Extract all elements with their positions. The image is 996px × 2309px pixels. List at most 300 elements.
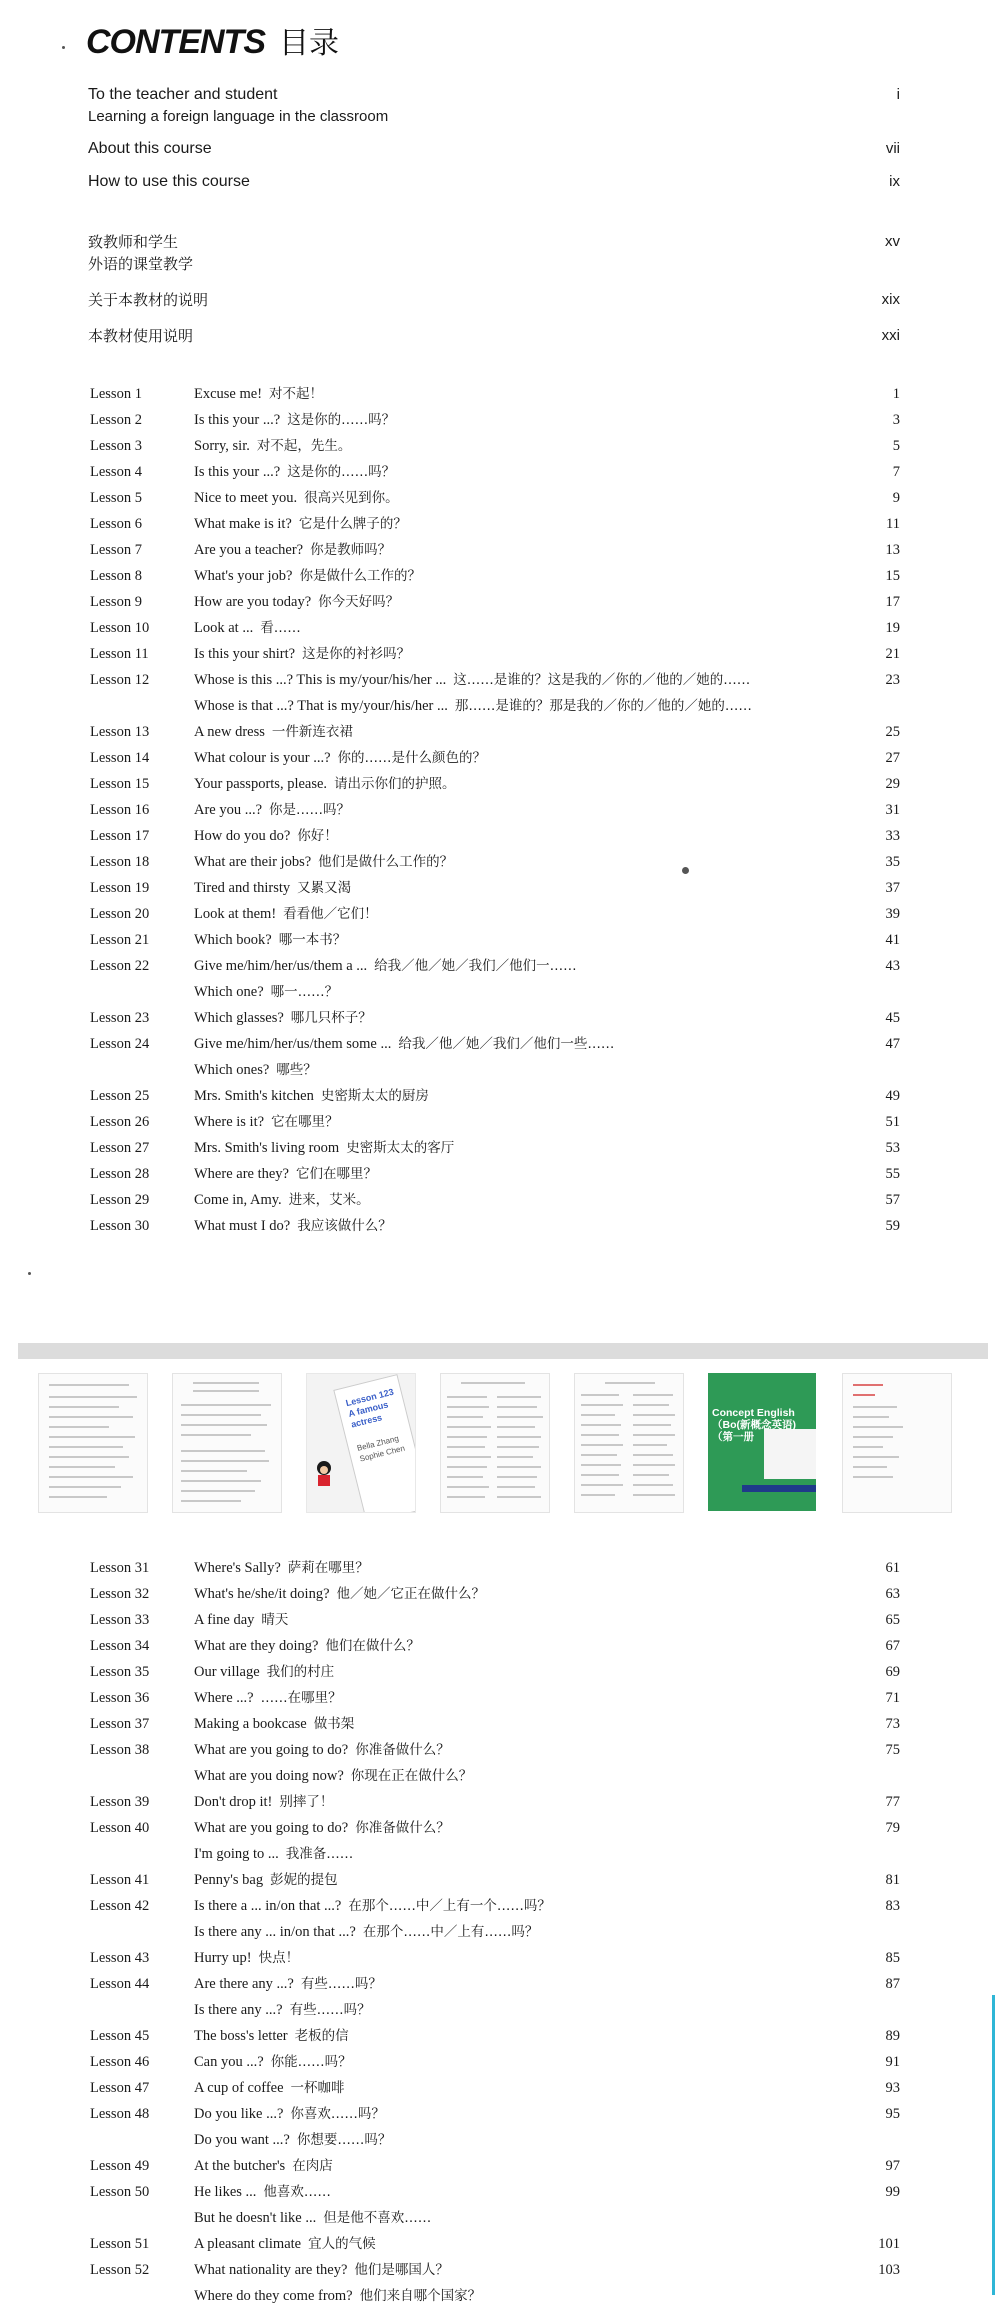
- lesson-title-en: Is there any ...?: [194, 2002, 283, 2018]
- lesson-page-number: 71: [885, 1690, 900, 1706]
- title-en: CONTENTS: [86, 23, 265, 61]
- lesson-title-group: [194, 615, 301, 641]
- lesson-title-zh: 你准备做什么？: [355, 1820, 450, 1836]
- lesson-title-en: Which ones?: [194, 1062, 270, 1078]
- front-matter-title: 致教师和学生: [88, 233, 179, 251]
- lesson-number: Lesson 1: [90, 386, 142, 402]
- title-zh: 目录: [279, 26, 339, 61]
- lesson-title-en: Can you ...?: [194, 2054, 264, 2070]
- lesson-row[interactable]: [90, 693, 900, 719]
- lesson-number: Lesson 43: [90, 1950, 150, 1966]
- lesson-title-group: [194, 459, 395, 485]
- lesson-title-zh: 在肉店: [292, 2158, 333, 2174]
- lesson-title-zh: 它们在哪里？: [296, 1166, 377, 1182]
- lesson-title-en: Give me/him/her/us/them a ...: [194, 958, 368, 974]
- lesson-title-en: Are there any ...?: [194, 1976, 294, 1992]
- lesson-row[interactable]: [90, 1161, 900, 1187]
- front-matter-item[interactable]: [88, 231, 900, 253]
- lesson-title-group: [194, 1607, 288, 1633]
- lesson-row[interactable]: [90, 667, 900, 693]
- lesson-title-zh: 它是什么牌子的？: [298, 516, 407, 532]
- lesson-row[interactable]: [90, 1659, 900, 1685]
- lesson-row[interactable]: [90, 1555, 900, 1581]
- lesson-title-en: Is this your shirt?: [194, 646, 296, 662]
- lesson-title-zh: 萨莉在哪里？: [287, 1560, 369, 1576]
- lesson-title-group: [194, 1109, 339, 1135]
- lesson-number: Lesson 37: [90, 1716, 150, 1732]
- lesson-number: Lesson 32: [90, 1586, 150, 1602]
- lesson-title-en: A pleasant climate: [194, 2236, 302, 2252]
- lesson-row[interactable]: [90, 381, 900, 407]
- thumbnail-vocabulary-page[interactable]: [440, 1373, 550, 1513]
- lesson-title-group: [194, 2257, 449, 2283]
- front-matter-page: vii: [885, 140, 900, 157]
- lesson-title-en: What are their jobs?: [194, 854, 312, 870]
- lesson-title-en: Is there a ... in/on that ...?: [194, 1898, 342, 1914]
- lesson-row[interactable]: [90, 2049, 900, 2075]
- lesson-row[interactable]: [90, 2023, 900, 2049]
- lesson-title-zh: 一件新连衣裙: [271, 724, 353, 740]
- lesson-row[interactable]: [90, 2101, 900, 2127]
- lesson-title-zh: 你现在正在做什么？: [350, 1768, 473, 1784]
- lesson-page-number: 37: [885, 880, 900, 896]
- lesson-title-zh: 你今天好吗？: [318, 594, 400, 610]
- lesson-title-en: Making a bookcase: [194, 1716, 307, 1732]
- lesson-title-en: Your passports, please.: [194, 776, 328, 792]
- lesson-title-zh: 我们的村庄: [266, 1664, 335, 1680]
- lesson-title-en: Where ...?: [194, 1690, 254, 1706]
- lesson-number: Lesson 16: [90, 802, 150, 818]
- lesson-number: Lesson 39: [90, 1794, 150, 1810]
- lesson-row[interactable]: [90, 2075, 900, 2101]
- cover-stripe: [742, 1485, 816, 1492]
- lesson-title-en: Come in, Amy.: [194, 1192, 282, 1208]
- lesson-title-group: [194, 433, 351, 459]
- lesson-number: Lesson 2: [90, 412, 142, 428]
- lesson-title-group: [194, 849, 453, 875]
- lesson-page-number: 3: [892, 412, 900, 428]
- lesson-row[interactable]: [90, 1633, 900, 1659]
- lesson-number: Lesson 41: [90, 1872, 150, 1888]
- lesson-title-en: A new dress: [194, 724, 265, 740]
- lesson-row[interactable]: [90, 771, 900, 797]
- lesson-number: Lesson 33: [90, 1612, 150, 1628]
- lesson-row[interactable]: [90, 459, 900, 485]
- front-matter-item[interactable]: [88, 138, 900, 160]
- lesson-row[interactable]: [90, 1005, 900, 1031]
- lesson-page-number: 69: [885, 1664, 900, 1680]
- lesson-title-group: [194, 1685, 342, 1711]
- lesson-title-group: [194, 1867, 338, 1893]
- lesson-page-number: 29: [885, 776, 900, 792]
- lesson-title-zh: 他喜欢……: [263, 2184, 331, 2200]
- lesson-title-zh: 很高兴见到你。: [304, 490, 399, 506]
- lesson-page-number: 77: [885, 1794, 900, 1810]
- lesson-title-zh: 我应该做什么？: [297, 1218, 392, 1234]
- lesson-row[interactable]: [90, 719, 900, 745]
- lesson-title-en: Give me/him/her/us/them some ...: [194, 1036, 392, 1052]
- front-matter-en: [88, 84, 900, 193]
- lesson-number: Lesson 49: [90, 2158, 150, 2174]
- lesson-page-number: 45: [885, 1010, 900, 1026]
- lesson-title-en: What are you going to do?: [194, 1742, 349, 1758]
- lesson-row[interactable]: [90, 1763, 900, 1789]
- lesson-title-en: A fine day: [194, 1612, 255, 1628]
- lesson-title-en: Mrs. Smith's kitchen: [194, 1088, 314, 1104]
- lesson-page-number: 87: [885, 1976, 900, 1992]
- lesson-number: Lesson 7: [90, 542, 142, 558]
- thumbnail-exercise-sheet-page[interactable]: [172, 1373, 282, 1513]
- lesson-title-group: [194, 563, 421, 589]
- lesson-title-en: Where's Sally?: [194, 1560, 281, 1576]
- lesson-page-number: 35: [885, 854, 900, 870]
- lesson-row[interactable]: [90, 1711, 900, 1737]
- lesson-title-en: Sorry, sir.: [194, 438, 250, 454]
- lesson-page-number: 57: [885, 1192, 900, 1208]
- lesson-number: Lesson 29: [90, 1192, 150, 1208]
- lesson-page-number: 79: [885, 1820, 900, 1836]
- lesson-page-number: 33: [885, 828, 900, 844]
- lesson-row[interactable]: [90, 1997, 900, 2023]
- lesson-title-en: What are you doing now?: [194, 1768, 344, 1784]
- lesson-title-group: [194, 1213, 392, 1239]
- lesson-page-number: 7: [892, 464, 900, 480]
- front-matter-item[interactable]: [88, 84, 900, 106]
- lesson-row[interactable]: [90, 1135, 900, 1161]
- lesson-page-number: 39: [885, 906, 900, 922]
- lesson-row[interactable]: [90, 407, 900, 433]
- lesson-title-group: [194, 719, 353, 745]
- lesson-title-zh: 你是教师吗？: [310, 542, 392, 558]
- lesson-row[interactable]: [90, 953, 900, 979]
- lesson-title-group: [194, 1711, 354, 1737]
- lesson-row[interactable]: [90, 589, 900, 615]
- lesson-title-group: [194, 2023, 349, 2049]
- lesson-page-number: 15: [885, 568, 900, 584]
- lesson-title-zh: 别摔了！: [279, 1794, 334, 1810]
- lesson-title-group: [194, 1919, 538, 1945]
- lesson-title-zh: 你好！: [297, 828, 338, 844]
- front-matter-item[interactable]: [88, 171, 900, 193]
- page-divider: [18, 1343, 988, 1359]
- lesson-row[interactable]: [90, 2153, 900, 2179]
- handout-title: Lesson 123 A famous actress: [344, 1386, 395, 1430]
- lesson-page-number: 99: [885, 2184, 900, 2200]
- lesson-row[interactable]: [90, 1789, 900, 1815]
- lesson-title-zh: 这……是谁的？这是我的／你的／他的／她的……: [453, 672, 751, 688]
- thumbnail-book-cover[interactable]: [708, 1373, 816, 1511]
- lesson-title-group: [194, 1841, 353, 1867]
- lesson-title-zh: 这是你的衬衫吗？: [302, 646, 411, 662]
- front-matter-page: ix: [889, 173, 900, 190]
- lesson-title-en: What colour is your ...?: [194, 750, 331, 766]
- lesson-list-part2: [90, 1555, 900, 2309]
- front-matter-zh: [88, 231, 900, 347]
- lesson-row[interactable]: [90, 2205, 900, 2231]
- lesson-title-en: Mrs. Smith's living room: [194, 1140, 340, 1156]
- lesson-page-number: 5: [892, 438, 900, 454]
- speck: [28, 1272, 31, 1275]
- lesson-page-number: 9: [892, 490, 900, 506]
- lesson-row[interactable]: [90, 1815, 900, 1841]
- lesson-title-group: [194, 537, 391, 563]
- lesson-page-number: 65: [885, 1612, 900, 1628]
- lesson-row[interactable]: [90, 1893, 900, 1919]
- front-matter-item[interactable]: [88, 289, 900, 311]
- lesson-title-zh: 老板的信: [294, 2028, 349, 2044]
- lesson-number: Lesson 21: [90, 932, 150, 948]
- lesson-title-en: The boss's letter: [194, 2028, 288, 2044]
- lesson-title-group: [194, 1083, 429, 1109]
- lesson-title-zh: 在那个……中／上有……吗？: [362, 1924, 539, 1940]
- lesson-row[interactable]: [90, 927, 900, 953]
- lesson-title-en: Do you want ...?: [194, 2132, 290, 2148]
- lesson-page-number: 23: [885, 672, 900, 688]
- lesson-title-zh: 对不起，先生。: [256, 438, 352, 454]
- lesson-title-group: [194, 771, 456, 797]
- lesson-row[interactable]: [90, 511, 900, 537]
- lesson-page-number: 83: [885, 1898, 900, 1914]
- lesson-title-zh: 它在哪里？: [271, 1114, 339, 1130]
- lesson-row[interactable]: [90, 433, 900, 459]
- lesson-row[interactable]: [90, 615, 900, 641]
- lesson-row[interactable]: [90, 1031, 900, 1057]
- lesson-page-number: 63: [885, 1586, 900, 1602]
- lesson-title-group: [194, 2075, 345, 2101]
- lesson-row[interactable]: [90, 1971, 900, 1997]
- scrollbar-indicator[interactable]: [992, 1995, 995, 2295]
- lesson-title-en: Don't drop it!: [194, 1794, 273, 1810]
- lesson-title-en: Which one?: [194, 984, 264, 1000]
- lesson-title-en: How do you do?: [194, 828, 291, 844]
- lesson-title-en: What make is it?: [194, 516, 292, 532]
- lesson-number: Lesson 34: [90, 1638, 150, 1654]
- lesson-title-group: [194, 407, 395, 433]
- lesson-title-en: What's your job?: [194, 568, 293, 584]
- lesson-title-zh: 进来，艾米。: [288, 1192, 370, 1208]
- lesson-number: Lesson 6: [90, 516, 142, 532]
- lesson-row[interactable]: [90, 2179, 900, 2205]
- lesson-title-en: But he doesn't like ...: [194, 2210, 317, 2226]
- lesson-title-group: [194, 1031, 614, 1057]
- lesson-title-group: [194, 1737, 450, 1763]
- lesson-page-number: 97: [885, 2158, 900, 2174]
- lesson-page-number: 85: [885, 1950, 900, 1966]
- lesson-page-number: 43: [885, 958, 900, 974]
- lesson-title-zh: 你喜欢……吗？: [290, 2106, 385, 2122]
- front-matter-page: i: [896, 86, 900, 103]
- lesson-title-group: [194, 485, 399, 511]
- lesson-row[interactable]: [90, 2231, 900, 2257]
- lesson-row[interactable]: [90, 1919, 900, 1945]
- front-matter-item[interactable]: [88, 325, 900, 347]
- front-matter-page: xv: [885, 233, 900, 250]
- lesson-title-group: [194, 1763, 472, 1789]
- lesson-row[interactable]: [90, 875, 900, 901]
- lesson-row[interactable]: [90, 797, 900, 823]
- front-matter-title: To the teacher and student: [88, 86, 278, 103]
- front-matter-page: xxi: [881, 327, 900, 344]
- lesson-number: Lesson 28: [90, 1166, 150, 1182]
- lesson-row[interactable]: [90, 2283, 900, 2309]
- lesson-title-en: Is this your ...?: [194, 412, 281, 428]
- lesson-title-group: [194, 1893, 551, 1919]
- lesson-number: Lesson 5: [90, 490, 142, 506]
- lesson-title-group: [194, 745, 486, 771]
- lesson-number: Lesson 4: [90, 464, 142, 480]
- lesson-title-group: [194, 693, 752, 719]
- lesson-title-zh: ……在哪里？: [260, 1690, 342, 1706]
- lesson-title-zh: 看……: [260, 620, 301, 636]
- lesson-title-zh: 给我／他／她／我们／他们一……: [374, 958, 577, 974]
- lesson-number: Lesson 3: [90, 438, 142, 454]
- lesson-row[interactable]: [90, 563, 900, 589]
- thumbnail-word-list-page[interactable]: [38, 1373, 148, 1513]
- lesson-page-number: 93: [885, 2080, 900, 2096]
- lesson-number: Lesson 26: [90, 1114, 150, 1130]
- lesson-title-en: He likes ...: [194, 2184, 257, 2200]
- lesson-row[interactable]: [90, 1945, 900, 1971]
- lesson-title-group: [194, 1815, 450, 1841]
- lesson-row[interactable]: [90, 1213, 900, 1239]
- lesson-title-zh: 你准备做什么？: [355, 1742, 450, 1758]
- lesson-title-zh: 哪几只杯子？: [290, 1010, 372, 1026]
- lesson-row[interactable]: [90, 1057, 900, 1083]
- lesson-title-zh: 你能……吗？: [270, 2054, 352, 2070]
- front-matter-subtitle: 外语的课堂教学: [88, 255, 194, 273]
- lesson-title-en: Is this your ...?: [194, 464, 281, 480]
- lesson-title-zh: 我准备……: [285, 1846, 354, 1862]
- lesson-title-en: Our village: [194, 1664, 260, 1680]
- lesson-row[interactable]: [90, 1109, 900, 1135]
- lesson-row[interactable]: [90, 1867, 900, 1893]
- lesson-title-zh: 他们是做什么工作的？: [318, 854, 454, 870]
- lesson-title-zh: 你想要……吗？: [296, 2132, 392, 2148]
- thumbnail-lesson-handout[interactable]: [306, 1373, 416, 1513]
- lesson-row[interactable]: [90, 2257, 900, 2283]
- lesson-title-group: [194, 875, 351, 901]
- front-matter-title: How to use this course: [88, 173, 250, 190]
- lesson-number: Lesson 52: [90, 2262, 150, 2278]
- lesson-number: Lesson 12: [90, 672, 150, 688]
- lesson-title-group: [194, 1971, 382, 1997]
- lesson-title-group: [194, 2231, 376, 2257]
- lesson-title-en: Where is it?: [194, 1114, 265, 1130]
- lesson-title-group: [194, 2101, 385, 2127]
- lesson-row[interactable]: [90, 641, 900, 667]
- lesson-title-en: Look at ...: [194, 620, 254, 636]
- lesson-title-en: Where do they come from?: [194, 2288, 353, 2304]
- lesson-title-zh: 他／她／它正在做什么？: [336, 1586, 485, 1602]
- lesson-page-number: 91: [885, 2054, 900, 2070]
- lesson-number: Lesson 50: [90, 2184, 150, 2200]
- lesson-title-zh: 哪些？: [276, 1062, 317, 1078]
- lesson-title-en: Penny's bag: [194, 1872, 264, 1888]
- lesson-title-zh: 有些……吗？: [289, 2002, 371, 2018]
- lesson-title-zh: 这是你的……吗？: [287, 464, 396, 480]
- lesson-row[interactable]: [90, 1685, 900, 1711]
- lesson-page-number: 101: [878, 2236, 900, 2252]
- lesson-title-en: Are you ...?: [194, 802, 263, 818]
- lesson-title-group: [194, 1187, 370, 1213]
- lesson-title-en: Whose is this ...? This is my/your/his/her ...: [194, 672, 447, 688]
- lesson-number: Lesson 51: [90, 2236, 150, 2252]
- lesson-page-number: 11: [886, 516, 900, 532]
- lesson-title-zh: 那……是谁的？那是我的／你的／他的／她的……: [454, 698, 752, 714]
- lesson-title-zh: 看看他／它们！: [283, 906, 378, 922]
- front-matter-title: 本教材使用说明: [88, 327, 194, 345]
- lesson-title-group: [194, 823, 338, 849]
- lesson-title-group: [194, 927, 346, 953]
- lesson-title-group: [194, 381, 323, 407]
- lesson-title-zh: 在那个……中／上有一个……吗？: [348, 1898, 551, 1914]
- lesson-title-en: What are they doing?: [194, 1638, 319, 1654]
- lesson-title-group: [194, 2153, 333, 2179]
- lesson-row[interactable]: [90, 485, 900, 511]
- lesson-number: Lesson 27: [90, 1140, 150, 1156]
- lesson-number: Lesson 11: [90, 646, 149, 662]
- lesson-number: Lesson 15: [90, 776, 150, 792]
- lesson-row[interactable]: [90, 1083, 900, 1109]
- lesson-title-zh: 做书架: [313, 1716, 355, 1732]
- lesson-title-group: [194, 589, 399, 615]
- lesson-title-zh: 彭妮的提包: [270, 1872, 338, 1888]
- lesson-title-en: Are you a teacher?: [194, 542, 304, 558]
- lesson-row[interactable]: [90, 849, 900, 875]
- thumbnail-answer-key-page[interactable]: [842, 1373, 952, 1513]
- lesson-title-en: Where are they?: [194, 1166, 289, 1182]
- lesson-title-group: [194, 1135, 454, 1161]
- lesson-row[interactable]: [90, 1581, 900, 1607]
- lesson-row[interactable]: [90, 745, 900, 771]
- lesson-title-group: [194, 2127, 391, 2153]
- lesson-title-zh: 你是做什么工作的？: [299, 568, 421, 584]
- lesson-page-number: 13: [885, 542, 900, 558]
- lesson-title-group: [194, 1997, 371, 2023]
- lesson-row[interactable]: [90, 1187, 900, 1213]
- lesson-number: Lesson 19: [90, 880, 150, 896]
- lesson-row[interactable]: [90, 1841, 900, 1867]
- lesson-title-group: [194, 1945, 299, 1971]
- lesson-title-en: At the butcher's: [194, 2158, 286, 2174]
- front-matter-page: xix: [881, 291, 900, 308]
- lesson-row[interactable]: [90, 979, 900, 1005]
- lesson-title-zh: 给我／他／她／我们／他们一些……: [398, 1036, 615, 1052]
- lesson-title-zh: 请出示你们的护照。: [334, 776, 456, 792]
- lesson-title-zh: 史密斯太太的客厅: [346, 1140, 455, 1156]
- lesson-page-number: 103: [878, 2262, 900, 2278]
- thumbnail-grammar-page[interactable]: [574, 1373, 684, 1513]
- lesson-row[interactable]: [90, 823, 900, 849]
- lesson-number: Lesson 38: [90, 1742, 150, 1758]
- lesson-row[interactable]: [90, 1737, 900, 1763]
- lesson-title-group: [194, 1057, 317, 1083]
- lesson-title-group: [194, 953, 577, 979]
- lesson-row[interactable]: [90, 1607, 900, 1633]
- lesson-number: Lesson 44: [90, 1976, 150, 1992]
- lesson-title-en: Nice to meet you.: [194, 490, 298, 506]
- lesson-page-number: 49: [885, 1088, 900, 1104]
- lesson-page-number: 1: [892, 386, 900, 402]
- lesson-row[interactable]: [90, 901, 900, 927]
- lesson-row[interactable]: [90, 537, 900, 563]
- lesson-row[interactable]: [90, 2127, 900, 2153]
- lesson-number: Lesson 45: [90, 2028, 150, 2044]
- lesson-list-part1: [90, 381, 900, 1239]
- lesson-title-zh: 一杯咖啡: [290, 2080, 345, 2096]
- girl-icon: [313, 1460, 335, 1490]
- lesson-number: Lesson 8: [90, 568, 142, 584]
